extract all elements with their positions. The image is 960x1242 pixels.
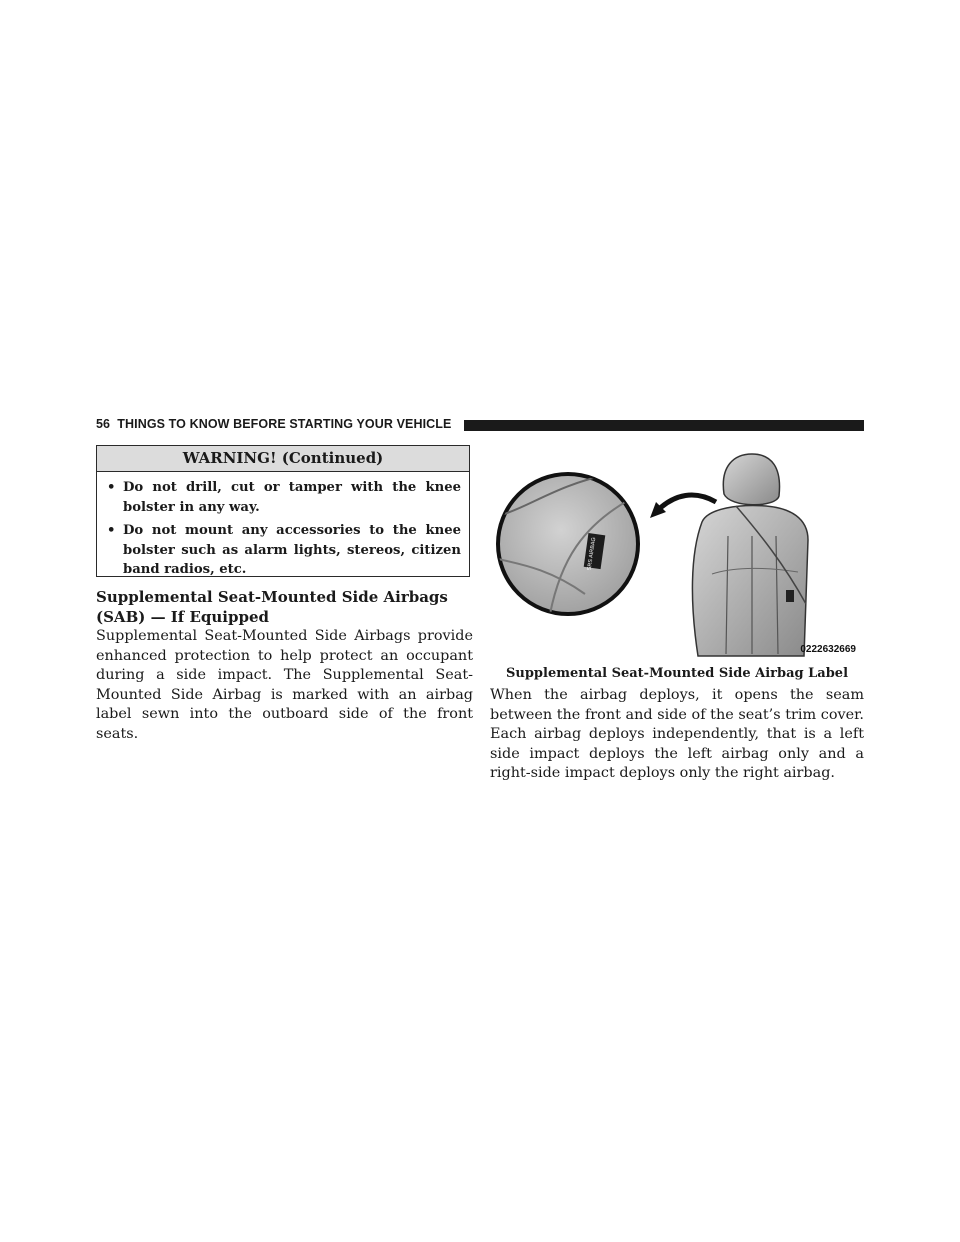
warning-item: [107, 521, 461, 580]
section-heading: Supplemental Seat-Mounted Side Airbags (SAB) — If Equipped: [96, 588, 448, 626]
page-header: [96, 418, 864, 432]
bullet-icon: •: [107, 523, 116, 539]
airbag-label-text: SRS AIRBAG: [586, 536, 598, 571]
warning-item: [107, 478, 461, 517]
figure-caption: Supplemental Seat-Mounted Side Airbag Label: [505, 666, 849, 681]
warning-item-text: Do not drill, cut or tamper with the knee bolster in any way.: [123, 480, 461, 515]
image-code: 0222632669: [800, 644, 856, 655]
deploy-paragraph: When the airbag deploys, it opens the seam between the front and side of the seat’s trim cover. Each airbag deploys independently, that is a left side impact deploys the left airbag only and a right-side impact deploys only the right airbag.: [490, 687, 864, 782]
headrest: [723, 454, 779, 505]
warning-item-text: Do not mount any accessories to the knee bolster such as alarm lights, stereos, citizen band radios, etc.: [123, 523, 461, 578]
seat-illustration: [490, 444, 864, 662]
seat-airbag-figure: [490, 444, 864, 662]
warning-title: WARNING! (Continued): [97, 446, 469, 472]
magnifier-circle: [498, 474, 638, 614]
bullet-icon: •: [107, 480, 116, 495]
warning-list: [97, 472, 469, 580]
seat-airbag-tag: [786, 590, 794, 602]
header-text: [96, 417, 451, 431]
section-title: THINGS TO KNOW BEFORE STARTING YOUR VEHICLE: [117, 417, 452, 431]
sab-paragraph: Supplemental Seat-Mounted Side Airbags provide enhanced protection to help protect an occupant during a side impact. The Supplemental Seat-Mounted Side Airbag is marked with an airbag label sewn into the outboard side of the front seats.: [96, 628, 473, 742]
warning-box: [96, 445, 470, 577]
seat-back: [692, 506, 808, 656]
arrow-icon: [658, 495, 716, 510]
header-rule: [464, 420, 864, 431]
page-number: 56: [96, 417, 111, 431]
